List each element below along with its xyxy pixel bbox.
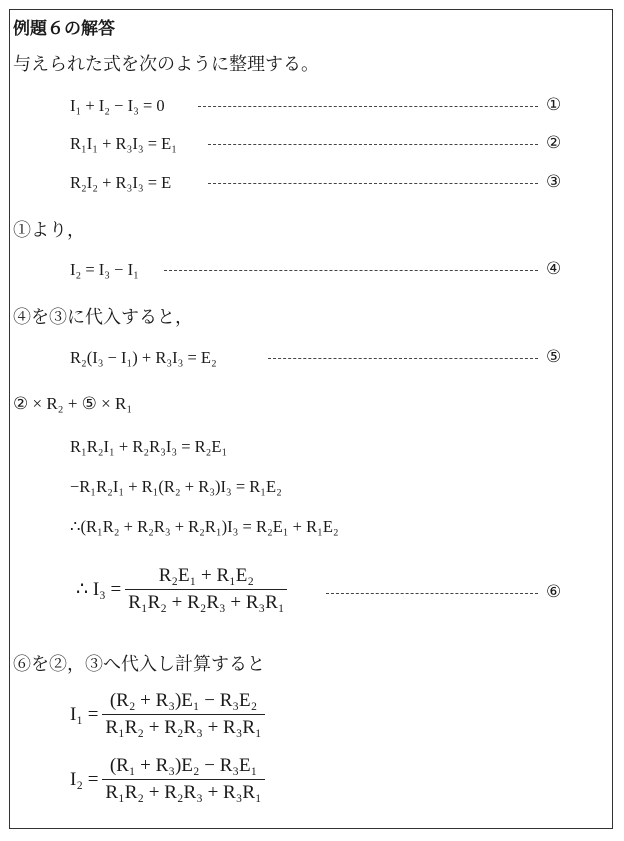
derivation-line-2: −R₁R₂I₁ + R₁(R₂ + R₃)I₃ = R₁E₂ xyxy=(70,477,282,496)
result-i1-denominator: R₁R₂ + R₂R₃ + R₃R₁ xyxy=(102,714,264,739)
equation-6-denominator: R₁R₂ + R₂R₃ + R₃R₁ xyxy=(125,589,287,614)
equation-6-fraction xyxy=(125,565,287,614)
equation-marker-2: ② xyxy=(546,133,562,153)
dash-leader-3 xyxy=(208,183,538,184)
equation-6 xyxy=(76,565,287,614)
derivation-line-3: ∴(R₁R₂ + R₂R₃ + R₂R₁)I₃ = R₂E₁ + R₁E₂ xyxy=(70,517,339,536)
equation-marker-1: ① xyxy=(546,95,562,115)
result-i2-denominator: R₁R₂ + R₂R₃ + R₃R₁ xyxy=(102,779,264,804)
dash-leader-5 xyxy=(268,358,538,359)
result-i2 xyxy=(70,755,265,804)
dash-leader-1 xyxy=(198,106,538,107)
equation-5: R₂(I₃ − I₁) + R₃I₃ = E₂ xyxy=(70,348,217,367)
result-i2-fraction xyxy=(102,755,264,804)
combine-step: ② × R₂ + ⑤ × R₁ xyxy=(13,394,133,413)
result-i1 xyxy=(70,690,265,739)
result-i1-fraction xyxy=(102,690,264,739)
substitution-text: ④を③に代入すると， xyxy=(13,307,193,328)
dash-leader-6 xyxy=(326,593,538,594)
dash-leader-2 xyxy=(208,144,538,145)
equation-2: R₁I₁ + R₃I₃ = E₁ xyxy=(70,134,177,153)
result-i1-lhs: I₁ = xyxy=(70,703,99,725)
intro-text: 与えられた式を次のように整理する。 xyxy=(13,54,319,75)
equation-marker-6: ⑥ xyxy=(546,582,562,602)
solution-title: 例題６の解答 xyxy=(13,19,115,39)
equation-marker-5: ⑤ xyxy=(546,347,562,367)
equation-marker-4: ④ xyxy=(546,259,562,279)
equation-1: I₁ + I₂ − I₃ = 0 xyxy=(70,96,165,115)
equation-6-numerator: R₂E₁ + R₁E₂ xyxy=(158,565,255,586)
equation-6-lhs: ∴ I₃ = xyxy=(76,579,122,600)
result-i2-lhs: I₂ = xyxy=(70,768,99,790)
equation-marker-3: ③ xyxy=(546,172,562,192)
final-intro-text: ⑥を②，③へ代入し計算すると xyxy=(13,654,265,675)
dash-leader-4 xyxy=(164,270,538,271)
from-eq1-text: ①より， xyxy=(13,220,85,241)
derivation-line-1: R₁R₂I₁ + R₂R₃I₃ = R₂E₁ xyxy=(70,437,228,456)
result-i1-numerator: (R₂ + R₃)E₁ − R₃E₂ xyxy=(109,690,258,711)
equation-3: R₂I₂ + R₃I₃ = E xyxy=(70,173,172,192)
equation-4: I₂ = I₃ − I₁ xyxy=(70,260,139,279)
result-i2-numerator: (R₁ + R₃)E₂ − R₃E₁ xyxy=(109,755,258,776)
